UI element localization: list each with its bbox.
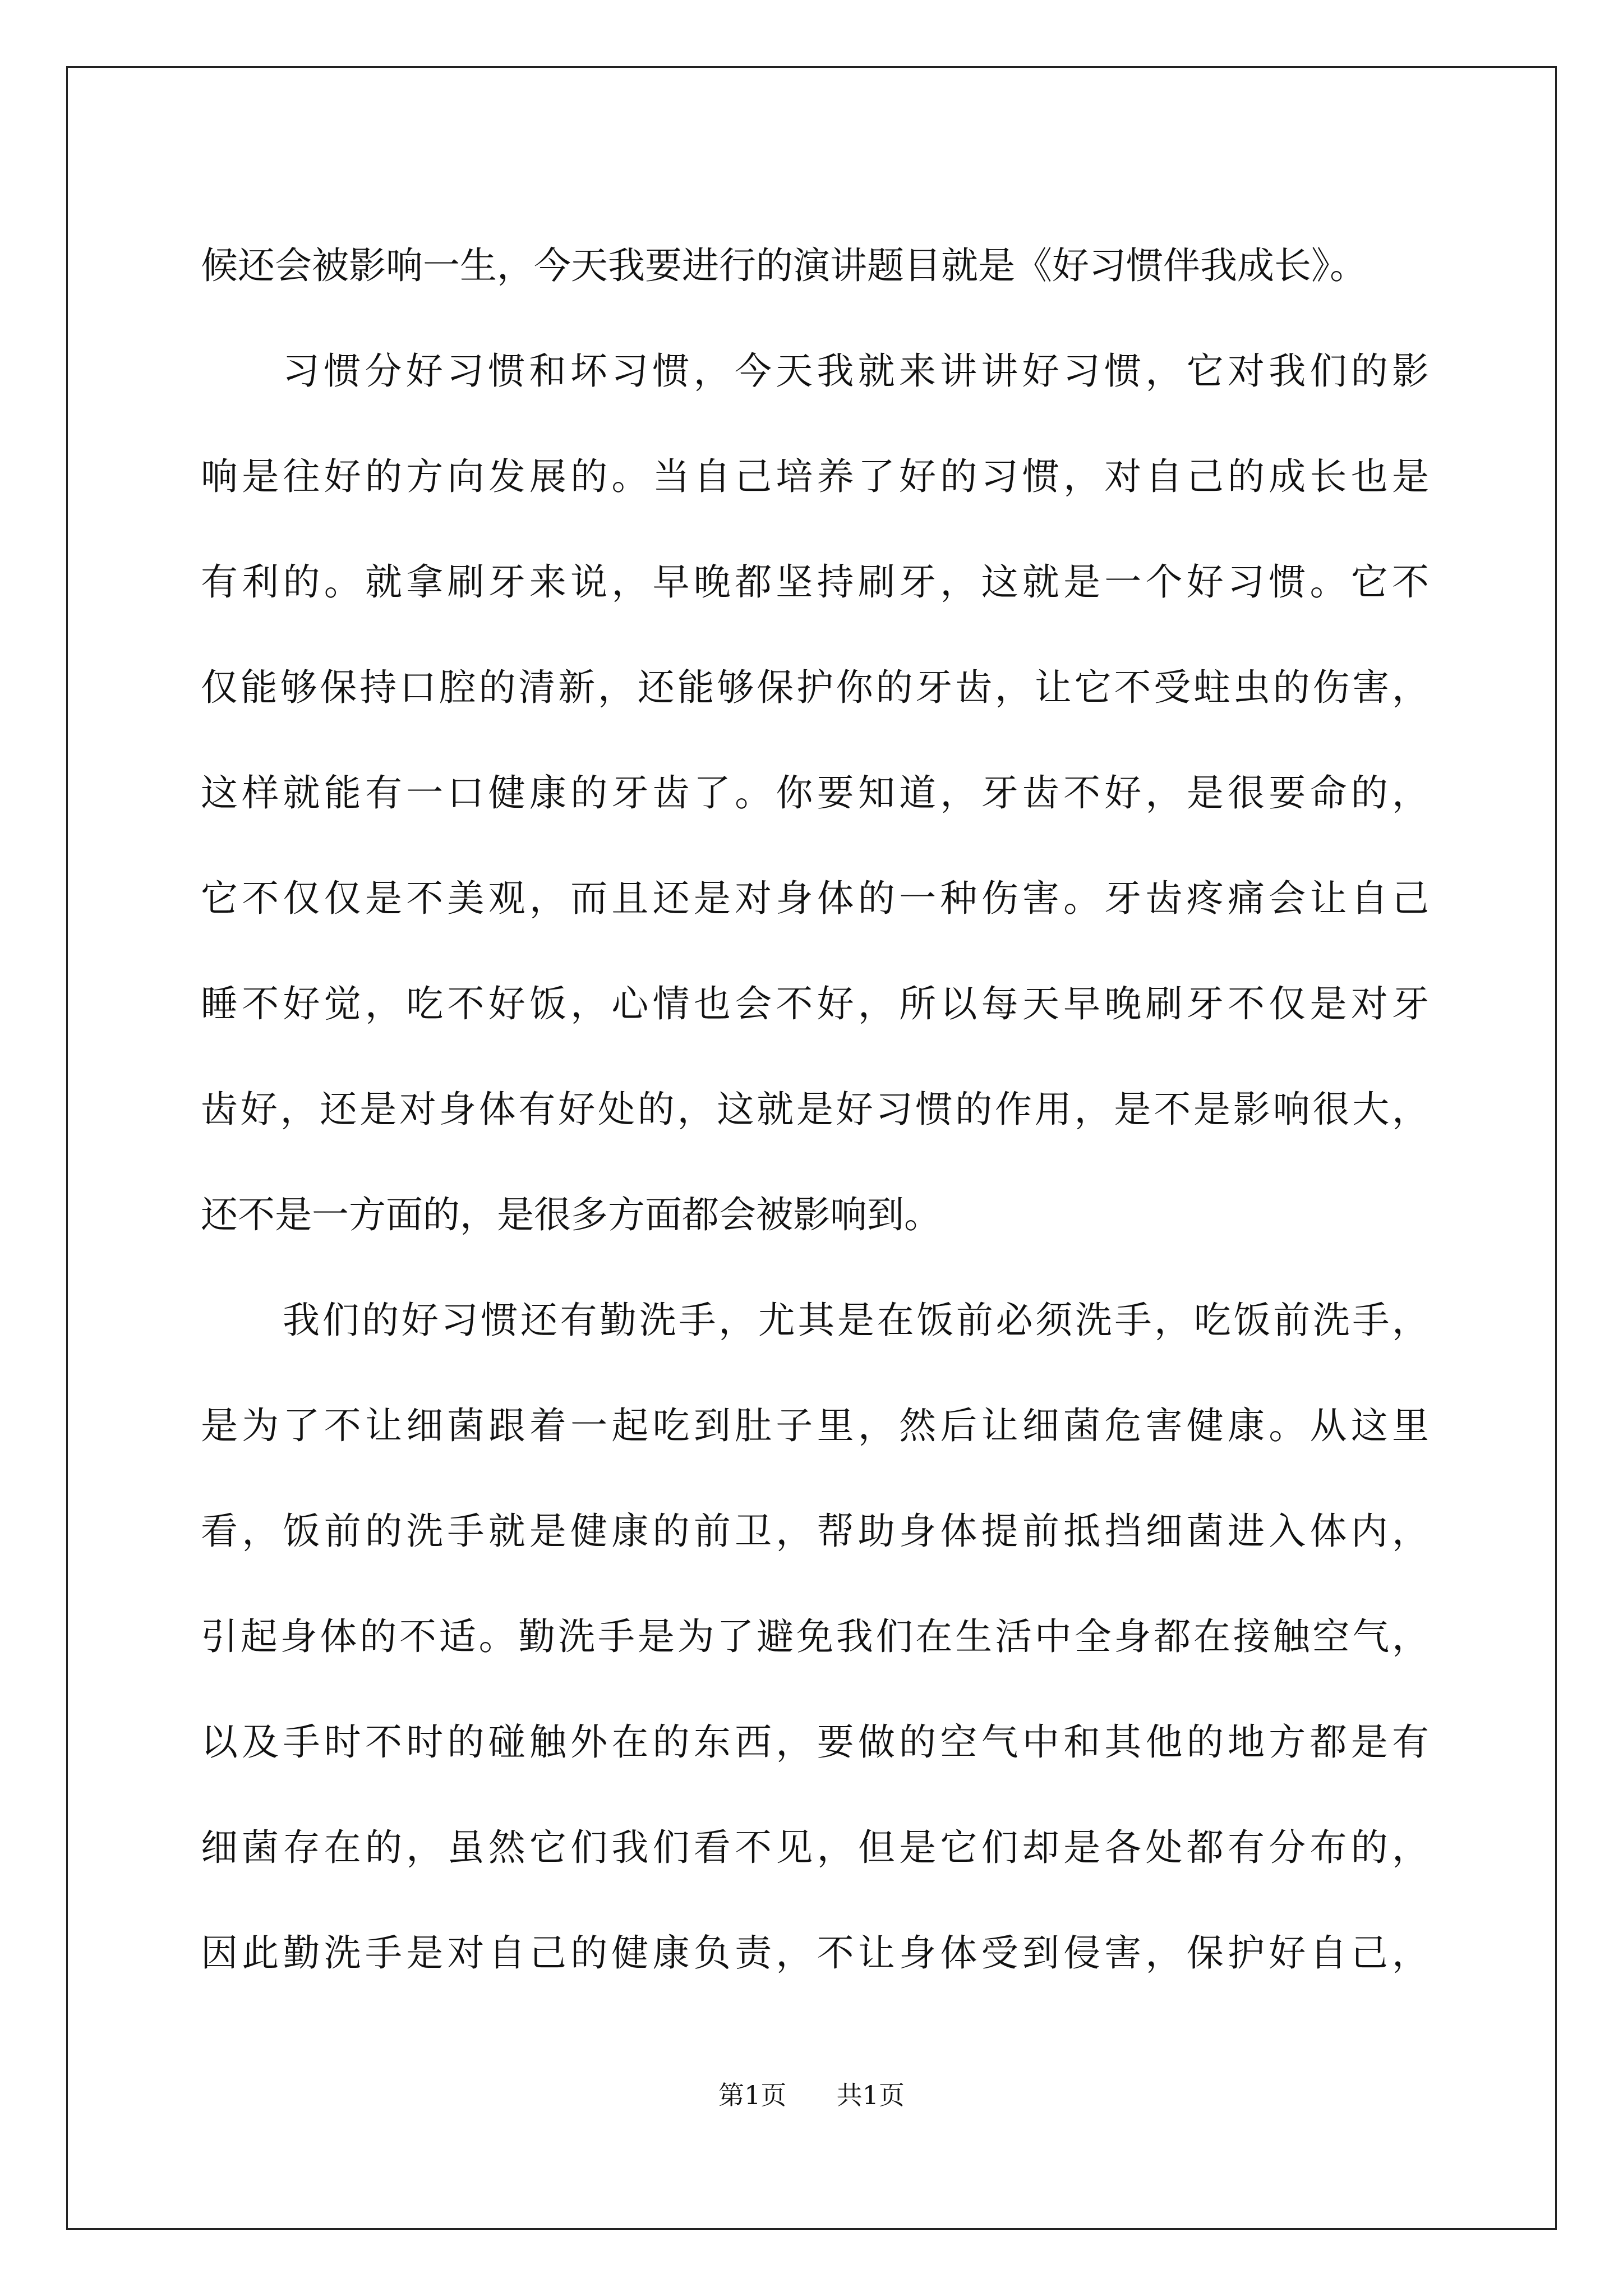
text-line: 还不是一方面的，是很多方面都会被影响到。	[201, 1193, 941, 1236]
text-line: 以及手时不时的碰触外在的东西，要做的空气中和其他的地方都是有	[201, 1720, 1429, 1764]
document-body	[201, 213, 1429, 2006]
page-footer	[0, 2078, 1623, 2112]
text-line: 因此勤洗手是对自己的健康负责，不让身体受到侵害，保护好自己，	[201, 1931, 1429, 1975]
text-line: 齿好，还是对身体有好处的，这就是好习惯的作用，是不是影响很大，	[201, 1088, 1429, 1131]
page-number: 第1页	[718, 2080, 787, 2110]
text-line: 引起身体的不适。勤洗手是为了避免我们在生活中全身都在接触空气，	[201, 1615, 1429, 1658]
text-line: 响是往好的方向发展的。当自己培养了好的习惯，对自己的成长也是	[201, 455, 1429, 498]
text-line: 我们的好习惯还有勤洗手，尤其是在饭前必须洗手，吃饭前洗手，	[283, 1299, 1429, 1342]
text-line: 这样就能有一口健康的牙齿了。你要知道，牙齿不好，是很要命的，	[201, 771, 1429, 815]
text-line: 习惯分好习惯和坏习惯，今天我就来讲讲好习惯，它对我们的影	[283, 349, 1429, 393]
text-line: 有利的。就拿刷牙来说，早晚都坚持刷牙，这就是一个好习惯。它不	[201, 560, 1429, 604]
text-line: 它不仅仅是不美观，而且还是对身体的一种伤害。牙齿疼痛会让自己	[201, 877, 1429, 920]
text-line: 细菌存在的，虽然它们我们看不见，但是它们却是各处都有分布的，	[201, 1826, 1429, 1869]
text-line: 仅能够保持口腔的清新，还能够保护你的牙齿，让它不受蛀虫的伤害，	[201, 666, 1429, 709]
text-line: 睡不好觉，吃不好饭，心情也会不好，所以每天早晚刷牙不仅是对牙	[201, 982, 1429, 1025]
page-total: 共1页	[836, 2080, 905, 2110]
text-line: 候还会被影响一生，今天我要进行的演讲题目就是《好习惯伴我成长》。	[201, 244, 1367, 287]
text-line: 看，饭前的洗手就是健康的前卫，帮助身体提前抵挡细菌进入体内，	[201, 1510, 1429, 1553]
text-line: 是为了不让细菌跟着一起吃到肚子里，然后让细菌危害健康。从这里	[201, 1404, 1429, 1447]
